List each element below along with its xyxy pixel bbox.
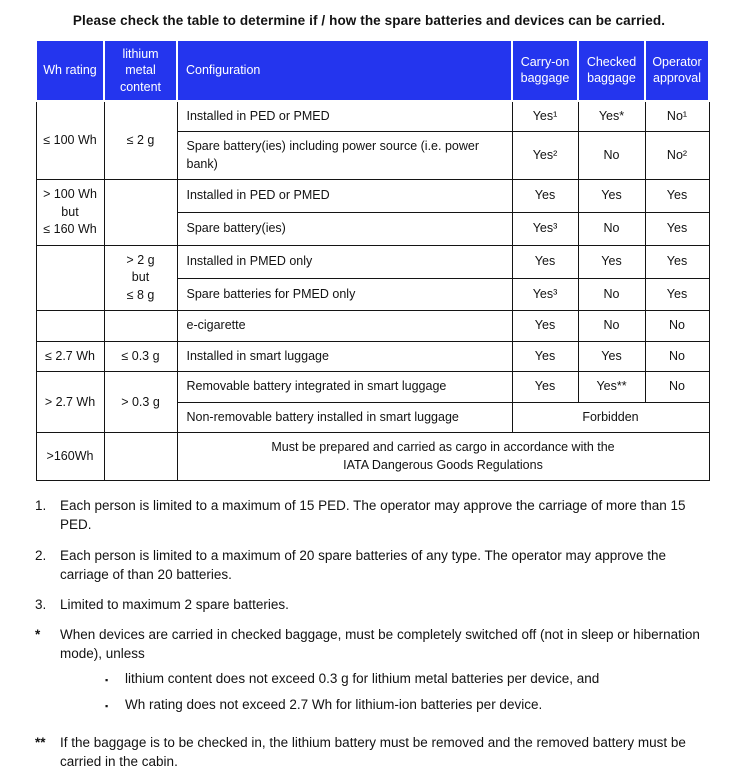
table-cell: Yes	[645, 245, 709, 278]
table-cell	[36, 311, 104, 342]
table-body	[36, 101, 709, 481]
table-row	[36, 101, 709, 132]
table-cell: > 2.7 Wh	[36, 372, 104, 433]
footnote-sub-item	[105, 670, 713, 689]
table-cell: Yes	[645, 213, 709, 246]
table-cell: Yes	[512, 180, 578, 213]
table-cell: Installed in smart luggage	[177, 341, 512, 372]
table-cell: No²	[645, 132, 709, 180]
footnote-item	[35, 595, 713, 614]
footnote-item	[35, 546, 713, 584]
footnote-sub-item	[105, 696, 713, 715]
column-header: Configuration	[177, 40, 512, 101]
footnote-marker: 1.	[35, 498, 47, 514]
table-cell: ≤ 0.3 g	[104, 341, 177, 372]
table-cell: No	[645, 311, 709, 342]
table-cell	[104, 180, 177, 246]
table-cell: Yes	[512, 341, 578, 372]
footnote-text: Limited to maximum 2 spare batteries.	[60, 596, 289, 612]
table-cell: Removable battery integrated in smart luggage	[177, 372, 512, 403]
table-cell: Yes	[645, 278, 709, 311]
table-row	[36, 341, 709, 372]
table-cell: No	[645, 341, 709, 372]
table-cell: Installed in PMED only	[177, 245, 512, 278]
table-cell: Yes³	[512, 278, 578, 311]
table-cell: No	[578, 132, 645, 180]
table-cell: Non-removable battery installed in smart luggage	[177, 402, 512, 433]
table-header	[36, 40, 709, 101]
column-header: Wh rating	[36, 40, 104, 101]
table-cell	[104, 433, 177, 481]
table-cell: No¹	[645, 101, 709, 132]
table-cell: Forbidden	[512, 402, 709, 433]
table-cell	[36, 245, 104, 311]
footnote-marker: **	[35, 735, 46, 751]
table-cell: Yes	[578, 245, 645, 278]
table-cell: >160Wh	[36, 433, 104, 481]
table-row	[36, 372, 709, 403]
table-cell: Yes*	[578, 101, 645, 132]
table-cell: Yes	[512, 245, 578, 278]
table-cell: Yes**	[578, 372, 645, 403]
table-cell: Yes	[645, 180, 709, 213]
footnote-sub-text: Wh rating does not exceed 2.7 Wh for lithium-ion batteries per device.	[125, 697, 543, 713]
table-row	[36, 245, 709, 278]
footnote-item	[35, 733, 713, 771]
table-cell: e-cigarette	[177, 311, 512, 342]
table-cell: Yes	[512, 372, 578, 403]
column-header: lithium metal content	[104, 40, 177, 101]
table-cell: ≤ 100 Wh	[36, 101, 104, 180]
battery-carriage-table	[35, 39, 710, 481]
table-cell: Must be prepared and carried as cargo in accordance with the IATA Dangerous Goods Regulations	[177, 433, 709, 481]
table-cell: No	[578, 213, 645, 246]
table-cell: > 100 Wh but ≤ 160 Wh	[36, 180, 104, 246]
table-cell: Yes¹	[512, 101, 578, 132]
table-cell: No	[578, 311, 645, 342]
footnotes	[35, 496, 713, 771]
table-cell: > 2 g but ≤ 8 g	[104, 245, 177, 311]
header-row	[36, 40, 709, 101]
table-cell: No	[645, 372, 709, 403]
table-cell: Yes³	[512, 213, 578, 246]
table-cell: ≤ 2.7 Wh	[36, 341, 104, 372]
table-cell: ≤ 2 g	[104, 101, 177, 180]
column-header: Operator approval	[645, 40, 709, 101]
square-bullet-icon: ▪	[105, 701, 109, 712]
footnote-text: If the baggage is to be checked in, the lithium battery must be removed and the removed battery must be carried in the cabin.	[60, 735, 686, 770]
table-cell: Yes	[578, 180, 645, 213]
column-header: Carry-on baggage	[512, 40, 578, 101]
page-title: Please check the table to determine if / how the spare batteries and devices can be carried.	[72, 13, 666, 28]
footnote-item	[35, 496, 713, 534]
footnote-marker: 2.	[35, 547, 47, 563]
footnote-marker: 3.	[35, 596, 47, 612]
table-cell: Yes²	[512, 132, 578, 180]
footnote-item	[35, 625, 713, 722]
footnote-text: Each person is limited to a maximum of 15 PED. The operator may approve the carriage of more than 15 PED.	[60, 498, 686, 533]
table-cell: Installed in PED or PMED	[177, 101, 512, 132]
table-cell: Spare battery(ies) including power source (i.e. power bank)	[177, 132, 512, 180]
footnote-text: When devices are carried in checked baggage, must be completely switched off (not in sleep or hibernation mode), unless ▪ lithium content does not exceed 0.3 g for lithium metal batteries per device, and ▪ Wh rating does not exceed 2.7 Wh for lithium-ion batteries per device.	[60, 625, 713, 722]
footnote-sub-list	[60, 670, 713, 715]
table-row	[36, 433, 709, 481]
footnote-sub-text: lithium content does not exceed 0.3 g for lithium metal batteries per device, and	[125, 671, 600, 687]
table-cell: No	[578, 278, 645, 311]
table-cell: Spare battery(ies)	[177, 213, 512, 246]
footnote-text: Each person is limited to a maximum of 20 spare batteries of any type. The operator may approve the carriage of than 20 batteries.	[60, 547, 667, 582]
table-row	[36, 311, 709, 342]
table-cell: Yes	[578, 341, 645, 372]
table-cell: > 0.3 g	[104, 372, 177, 433]
table-cell: Installed in PED or PMED	[177, 180, 512, 213]
table-cell: Spare batteries for PMED only	[177, 278, 512, 311]
square-bullet-icon: ▪	[105, 675, 109, 686]
column-header: Checked baggage	[578, 40, 645, 101]
table-cell	[104, 311, 177, 342]
table-cell: Yes	[512, 311, 578, 342]
table-row	[36, 180, 709, 213]
footnote-marker: *	[35, 627, 41, 643]
